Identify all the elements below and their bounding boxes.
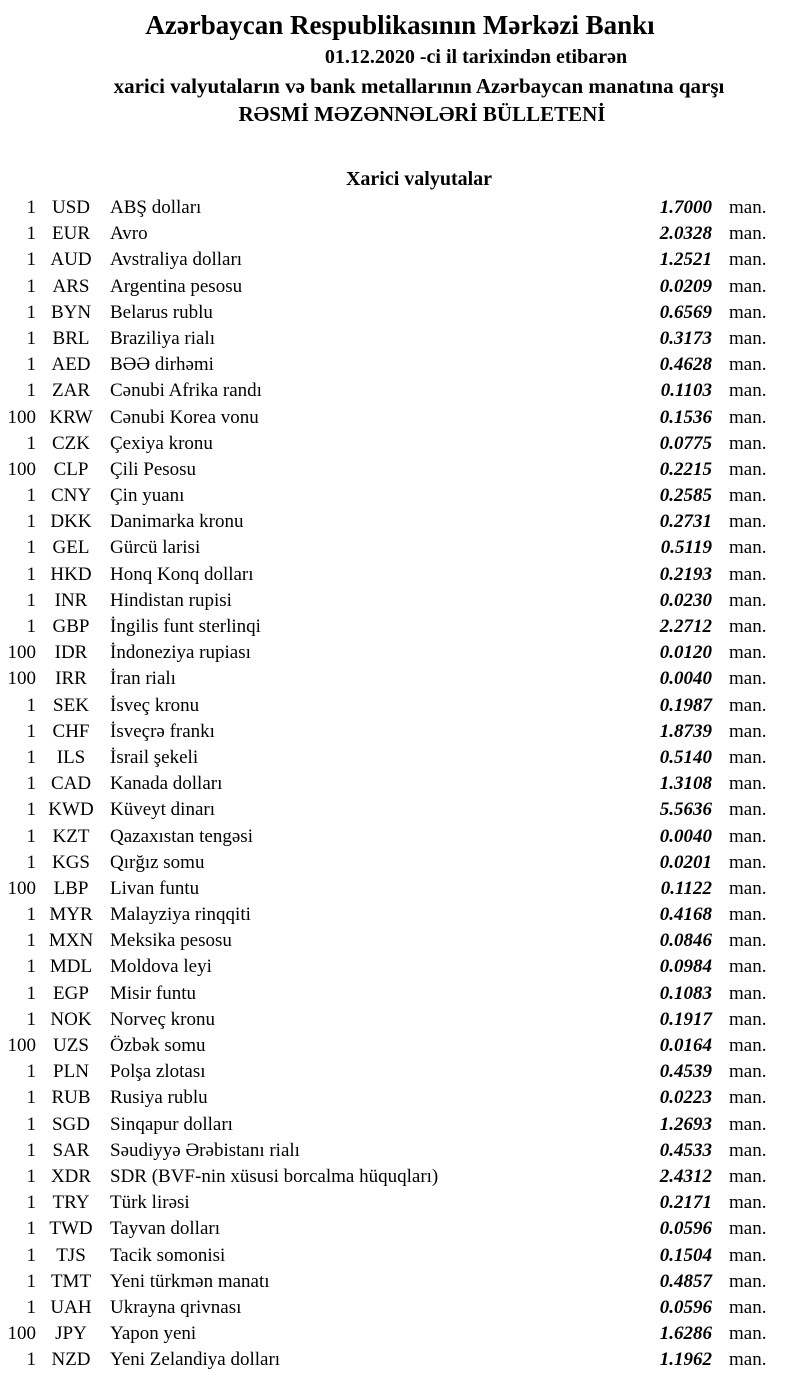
row-quantity: 1 — [26, 511, 36, 533]
row-quantity: 1 — [26, 982, 36, 1004]
table-row — [0, 378, 800, 404]
row-quantity: 1 — [26, 223, 36, 245]
row-quantity: 1 — [26, 1296, 36, 1318]
row-unit: man. — [729, 223, 767, 245]
row-unit: man. — [729, 956, 767, 978]
row-unit: man. — [729, 825, 767, 847]
table-row — [0, 1295, 800, 1321]
row-quantity: 1 — [26, 1008, 36, 1030]
row-currency-code: IDR — [54, 642, 88, 664]
row-currency-code: KWD — [48, 799, 94, 821]
row-currency-code: KGS — [51, 851, 90, 873]
row-quantity: 1 — [26, 1113, 36, 1135]
row-currency-name: Cənubi Korea vonu — [110, 406, 259, 428]
row-currency-name: Avstraliya dolları — [110, 249, 243, 271]
row-unit: man. — [729, 485, 767, 507]
row-unit: man. — [729, 773, 767, 795]
row-currency-code: AUD — [50, 249, 92, 271]
table-row — [0, 771, 800, 797]
table-row — [0, 954, 800, 980]
row-rate: 0.2585 — [659, 485, 712, 507]
row-unit: man. — [729, 589, 767, 611]
row-unit: man. — [729, 1218, 767, 1240]
row-unit: man. — [729, 746, 767, 768]
row-unit: man. — [729, 432, 767, 454]
row-currency-name: Çexiya kronu — [110, 432, 213, 454]
row-rate: 0.1083 — [659, 982, 712, 1004]
row-quantity: 1 — [26, 851, 36, 873]
row-currency-name: Tayvan dolları — [110, 1218, 220, 1240]
table-row — [0, 745, 800, 771]
row-unit: man. — [729, 1035, 767, 1056]
row-rate: 1.1962 — [659, 1349, 712, 1371]
row-unit: man. — [729, 327, 767, 349]
row-currency-name: Honq Konq dolları — [110, 563, 254, 585]
row-unit: man. — [729, 1192, 767, 1214]
row-currency-name: Yeni türkmən manatı — [110, 1270, 270, 1292]
row-currency-name: Moldova leyi — [110, 956, 212, 978]
table-row — [0, 614, 800, 640]
row-currency-name: Tacik somonisi — [110, 1244, 226, 1266]
row-currency-name: İsveç kronu — [110, 694, 200, 716]
row-unit: man. — [729, 1061, 767, 1083]
row-currency-code: KZT — [52, 825, 90, 847]
row-rate: 1.3108 — [659, 773, 712, 795]
row-rate: 1.6286 — [659, 1323, 712, 1345]
table-row — [0, 719, 800, 745]
table-row — [0, 666, 800, 692]
row-currency-code: XDR — [50, 1165, 92, 1187]
row-unit: man. — [729, 930, 767, 952]
table-row — [0, 876, 800, 902]
row-currency-name: Danimarka kronu — [110, 511, 244, 533]
table-row — [0, 1164, 800, 1190]
row-currency-code: UAH — [50, 1296, 92, 1318]
row-currency-code: JPY — [55, 1323, 87, 1345]
row-quantity: 1 — [26, 773, 36, 795]
row-quantity: 1 — [26, 485, 36, 507]
table-row — [0, 405, 800, 431]
table-row — [0, 1112, 800, 1138]
row-quantity: 1 — [26, 1270, 36, 1292]
row-unit: man. — [729, 301, 767, 323]
row-rate: 0.0596 — [659, 1296, 712, 1318]
row-currency-code: TJS — [56, 1244, 86, 1266]
row-unit: man. — [729, 616, 767, 637]
row-quantity: 1 — [26, 904, 36, 926]
row-currency-name: Argentina pesosu — [110, 275, 243, 297]
row-currency-code: BRL — [52, 327, 90, 349]
row-currency-code: CLP — [53, 458, 89, 480]
row-currency-name: İsveçrə frankı — [110, 720, 215, 742]
table-row — [0, 221, 800, 247]
table-row — [0, 1007, 800, 1033]
row-currency-name: Livan funtu — [110, 877, 200, 899]
row-currency-name: Norveç kronu — [110, 1008, 215, 1030]
table-row — [0, 274, 800, 300]
row-quantity: 1 — [26, 930, 36, 952]
row-currency-code: EUR — [52, 223, 90, 245]
row-rate: 2.4312 — [659, 1165, 712, 1187]
row-currency-code: ILS — [56, 746, 86, 768]
row-currency-name: Qazaxıstan tengəsi — [110, 825, 253, 847]
row-unit: man. — [729, 197, 767, 218]
row-rate: 0.4533 — [659, 1139, 712, 1161]
row-unit: man. — [729, 642, 767, 664]
row-rate: 0.2731 — [659, 511, 712, 533]
row-unit: man. — [729, 694, 767, 716]
row-currency-name: İndoneziya rupiası — [110, 642, 251, 664]
row-unit: man. — [729, 799, 767, 821]
row-currency-name: Türk lirəsi — [110, 1192, 190, 1214]
rates-table — [0, 195, 800, 1373]
row-rate: 0.1536 — [659, 406, 712, 428]
bulletin-header — [0, 6, 800, 128]
row-rate: 0.1122 — [660, 877, 712, 899]
row-currency-name: Avro — [110, 223, 148, 245]
row-currency-name: Çili Pesosu — [110, 458, 197, 480]
row-quantity: 1 — [26, 327, 36, 349]
row-rate: 0.3173 — [659, 327, 712, 349]
row-currency-name: Gürcü larisi — [110, 537, 201, 559]
row-rate: 0.1917 — [659, 1008, 712, 1030]
table-row — [0, 1347, 800, 1373]
row-unit: man. — [729, 406, 767, 428]
row-currency-code: EGP — [53, 982, 89, 1004]
row-currency-code: SGD — [51, 1113, 90, 1135]
bank-title: Azərbaycan Respublikasının Mərkəzi Bankı — [145, 10, 655, 40]
table-row — [0, 640, 800, 666]
row-rate: 0.0984 — [659, 956, 712, 978]
row-unit: man. — [729, 982, 767, 1004]
row-currency-code: CAD — [50, 773, 92, 795]
table-row — [0, 483, 800, 509]
row-quantity: 1 — [26, 825, 36, 847]
row-currency-name: Meksika pesosu — [110, 930, 232, 952]
row-quantity: 1 — [26, 537, 36, 559]
row-currency-name: Malayziya rinqqiti — [110, 904, 251, 926]
row-quantity: 1 — [26, 1139, 36, 1161]
table-row — [0, 195, 800, 221]
row-rate: 0.2215 — [659, 458, 712, 480]
row-currency-name: Yapon yeni — [110, 1323, 197, 1345]
row-currency-code: ARS — [52, 275, 90, 297]
row-quantity: 1 — [26, 432, 36, 454]
row-currency-name: Braziliya rialı — [110, 327, 215, 349]
row-unit: man. — [729, 1165, 767, 1187]
row-rate: 0.0596 — [659, 1218, 712, 1240]
row-rate: 0.0164 — [659, 1035, 712, 1056]
row-quantity: 1 — [26, 694, 36, 716]
row-rate: 0.4628 — [659, 354, 712, 376]
section-heading-foreign-currencies: Xarici valyutalar — [345, 168, 493, 190]
table-row — [0, 562, 800, 588]
table-row — [0, 1216, 800, 1242]
row-currency-code: SEK — [53, 694, 89, 716]
table-row — [0, 1321, 800, 1347]
table-row — [0, 535, 800, 561]
row-unit: man. — [729, 249, 767, 271]
row-quantity: 1 — [26, 301, 36, 323]
table-row — [0, 1085, 800, 1111]
table-row — [0, 431, 800, 457]
row-currency-code: CZK — [52, 432, 90, 454]
row-unit: man. — [729, 1244, 767, 1266]
row-currency-name: Özbək somu — [110, 1035, 206, 1056]
row-rate: 0.1987 — [659, 694, 712, 716]
row-quantity: 1 — [26, 589, 36, 611]
row-currency-name: Yeni Zelandiya dolları — [110, 1349, 281, 1371]
table-row — [0, 1138, 800, 1164]
row-unit: man. — [729, 458, 767, 480]
row-unit: man. — [729, 380, 767, 402]
row-currency-code: NOK — [50, 1008, 92, 1030]
row-rate: 0.2171 — [659, 1192, 712, 1214]
row-quantity: 100 — [7, 668, 36, 690]
row-rate: 2.0328 — [659, 223, 712, 245]
row-rate: 0.4539 — [659, 1061, 712, 1083]
row-unit: man. — [729, 1349, 767, 1371]
row-unit: man. — [729, 1323, 767, 1345]
row-currency-code: INR — [54, 589, 88, 611]
row-currency-code: USD — [51, 197, 90, 218]
table-row — [0, 352, 800, 378]
row-currency-name: Misir funtu — [110, 982, 197, 1004]
row-currency-code: ZAR — [52, 380, 90, 402]
row-quantity: 100 — [7, 877, 36, 899]
row-quantity: 1 — [26, 1244, 36, 1266]
row-quantity: 1 — [26, 1165, 36, 1187]
row-rate: 0.0040 — [659, 825, 712, 847]
row-quantity: 1 — [26, 354, 36, 376]
row-currency-code: UZS — [53, 1035, 89, 1056]
row-quantity: 1 — [26, 563, 36, 585]
row-quantity: 100 — [7, 406, 36, 428]
row-unit: man. — [729, 563, 767, 585]
row-rate: 0.0201 — [659, 851, 712, 873]
row-currency-code: CNY — [50, 485, 92, 507]
row-quantity: 1 — [26, 799, 36, 821]
table-row — [0, 797, 800, 823]
row-quantity: 100 — [7, 642, 36, 664]
effective-date-line: 01.12.2020 -ci il tarixindən etibarən — [324, 46, 628, 68]
table-row — [0, 1243, 800, 1269]
row-unit: man. — [729, 1270, 767, 1292]
table-row — [0, 1269, 800, 1295]
row-rate: 1.8739 — [659, 720, 712, 742]
row-quantity: 1 — [26, 380, 36, 402]
row-currency-code: PLN — [53, 1061, 89, 1083]
row-currency-name: Qırğız somu — [110, 851, 205, 873]
row-currency-code: IRR — [55, 668, 87, 690]
row-unit: man. — [729, 1087, 767, 1109]
table-row — [0, 1059, 800, 1085]
table-row — [0, 902, 800, 928]
row-rate: 0.4168 — [659, 904, 712, 926]
row-unit: man. — [729, 904, 767, 926]
row-currency-code: CHF — [52, 720, 90, 742]
table-row — [0, 326, 800, 352]
row-rate: 0.1103 — [660, 380, 712, 402]
row-quantity: 1 — [26, 275, 36, 297]
row-rate: 0.0846 — [659, 930, 712, 952]
row-currency-name: Çin yuanı — [110, 485, 185, 507]
row-currency-name: Hindistan rupisi — [110, 589, 232, 611]
row-currency-code: GBP — [52, 616, 90, 637]
row-quantity: 1 — [26, 1349, 36, 1371]
row-rate: 0.5119 — [660, 537, 712, 559]
row-currency-code: BYN — [50, 301, 92, 323]
row-currency-code: KRW — [49, 406, 93, 428]
row-unit: man. — [729, 877, 767, 899]
row-currency-code: AED — [51, 354, 91, 376]
row-currency-code: NZD — [51, 1349, 91, 1371]
row-unit: man. — [729, 354, 767, 376]
row-unit: man. — [729, 851, 767, 873]
row-quantity: 1 — [26, 720, 36, 742]
row-rate: 0.1504 — [659, 1244, 712, 1266]
row-unit: man. — [729, 720, 767, 742]
table-row — [0, 1190, 800, 1216]
row-rate: 0.0230 — [659, 589, 712, 611]
table-row — [0, 981, 800, 1007]
row-rate: 0.0209 — [659, 275, 712, 297]
row-currency-name: Polşa zlotası — [110, 1061, 206, 1083]
row-currency-name: Kanada dolları — [110, 773, 223, 795]
row-unit: man. — [729, 537, 767, 559]
row-rate: 0.0223 — [659, 1087, 712, 1109]
row-quantity: 1 — [26, 1192, 36, 1214]
row-rate: 1.7000 — [659, 197, 712, 218]
subtitle-line: xarici valyutaların və bank metallarının Azərbaycan manatına qarşı — [113, 74, 725, 98]
table-row — [0, 509, 800, 535]
table-row — [0, 824, 800, 850]
table-row — [0, 588, 800, 614]
row-currency-name: İngilis funt sterlinqi — [110, 616, 261, 637]
row-unit: man. — [729, 511, 767, 533]
table-row — [0, 300, 800, 326]
row-currency-code: TRY — [52, 1192, 90, 1214]
row-currency-code: MDL — [49, 956, 93, 978]
row-currency-code: DKK — [50, 511, 92, 533]
table-row — [0, 693, 800, 719]
row-currency-code: SAR — [52, 1139, 90, 1161]
bulletin-title-line: RƏSMİ MƏZƏNNƏLƏRİ BÜLLETENİ — [238, 102, 606, 126]
row-quantity: 1 — [26, 746, 36, 768]
row-rate: 0.2193 — [659, 563, 712, 585]
row-currency-name: BƏƏ dirhəmi — [110, 354, 214, 376]
row-unit: man. — [729, 1008, 767, 1030]
row-currency-name: İsrail şekeli — [110, 746, 199, 768]
row-currency-name: İran rialı — [110, 668, 176, 690]
row-quantity: 1 — [26, 1087, 36, 1109]
row-quantity: 1 — [26, 197, 36, 218]
row-unit: man. — [729, 1113, 767, 1135]
row-rate: 2.2712 — [659, 616, 712, 637]
row-quantity: 100 — [7, 1323, 36, 1345]
row-currency-code: RUB — [51, 1087, 91, 1109]
table-row — [0, 850, 800, 876]
row-currency-code: TMT — [50, 1270, 92, 1292]
row-currency-code: GEL — [52, 537, 90, 559]
row-currency-code: LBP — [53, 877, 89, 899]
row-rate: 0.4857 — [659, 1270, 712, 1292]
row-currency-code: TWD — [49, 1218, 93, 1240]
row-unit: man. — [729, 668, 767, 690]
row-quantity: 1 — [26, 1061, 36, 1083]
row-rate: 0.0120 — [659, 642, 712, 664]
row-rate: 0.5140 — [659, 746, 712, 768]
row-quantity: 1 — [26, 249, 36, 271]
row-currency-name: Cənubi Afrika randı — [110, 380, 262, 402]
row-quantity: 100 — [7, 458, 36, 480]
row-currency-name: ABŞ dolları — [110, 197, 202, 218]
row-currency-code: MXN — [48, 930, 94, 952]
row-unit: man. — [729, 1139, 767, 1161]
row-rate: 0.6569 — [659, 301, 712, 323]
row-currency-name: Səudiyyə Ərəbistanı rialı — [110, 1139, 300, 1161]
row-currency-name: Belarus rublu — [110, 301, 213, 323]
row-quantity: 1 — [26, 1218, 36, 1240]
row-quantity: 1 — [26, 956, 36, 978]
row-quantity: 100 — [7, 1035, 36, 1056]
row-currency-name: Rusiya rublu — [110, 1087, 208, 1109]
row-rate: 1.2521 — [659, 249, 712, 271]
table-row — [0, 1033, 800, 1059]
row-currency-code: MYR — [49, 904, 93, 926]
row-currency-name: SDR (BVF-nin xüsusi borcalma hüquqları) — [110, 1165, 439, 1187]
row-currency-name: Küveyt dinarı — [110, 799, 216, 821]
row-quantity: 1 — [26, 616, 36, 637]
table-row — [0, 457, 800, 483]
row-unit: man. — [729, 1296, 767, 1318]
row-currency-name: Sinqapur dolları — [110, 1113, 233, 1135]
row-rate: 0.0775 — [659, 432, 712, 454]
row-rate: 0.0040 — [659, 668, 712, 690]
row-rate: 5.5636 — [659, 799, 712, 821]
table-row — [0, 928, 800, 954]
row-unit: man. — [729, 275, 767, 297]
row-currency-code: HKD — [50, 563, 92, 585]
row-rate: 1.2693 — [659, 1113, 712, 1135]
table-row — [0, 247, 800, 273]
row-currency-name: Ukrayna qrivnası — [110, 1296, 242, 1318]
